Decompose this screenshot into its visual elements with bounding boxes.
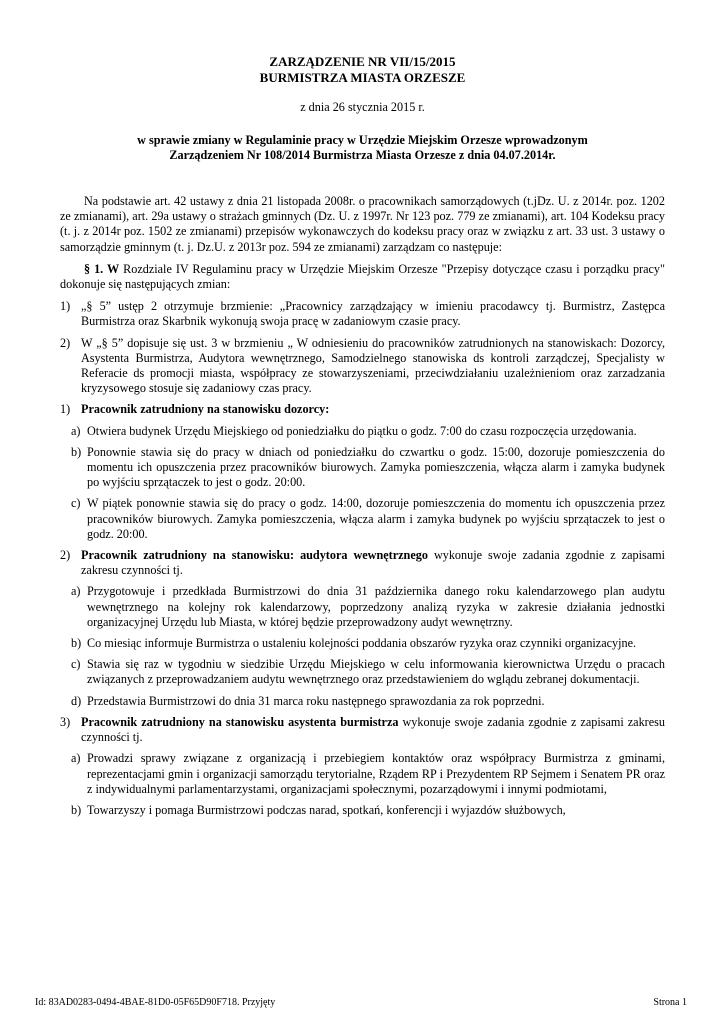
change-text: W „§ 5” dopisuje się ust. 3 w brzmieniu „ W odniesieniu do pracowników zatrudnionych na stanowiskach: Dozorcy, Asystenta Burmistrza, Audytora wewnętrznego, Samodzielnego stanowiska ds kontroli zarządczej, Specjalisty w Referacie ds promocji miasta, współpracy ze stowarzyszeniami, przeciwdziałaniu uzależnieniom oraz zarzadzania kryzysowego stosuje się zadaniowy czas pracy.	[81, 335, 665, 396]
change-text: „§ 5” ustęp 2 otrzymuje brzmienie: „Pracownicy zarządzający w imieniu pracodawcy tj. Burmistrz, Zastępca Burmistrza oraz Skarbnik wykonują swoja pracę w zadaniowym czasie pracy.	[81, 299, 665, 329]
list-letter: a)	[71, 423, 81, 438]
list-letter: a)	[71, 584, 81, 599]
list-letter: c)	[71, 657, 81, 672]
section-heading: Pracownik zatrudniony na stanowisku dozorcy:	[81, 402, 330, 417]
list-item	[60, 636, 665, 651]
list-item	[60, 657, 665, 687]
change-number: 2)	[60, 335, 71, 350]
section-heading: Pracownik zatrudniony na stanowisku: audytora wewnętrznego	[81, 548, 428, 563]
list-text: Co miesiąc informuje Burmistrza o ustaleniu kolejności poddania obszarów ryzyka oraz czynniki organizacyjne.	[87, 636, 637, 651]
section-number: 3)	[60, 714, 71, 729]
list-letter: b)	[71, 802, 82, 817]
list-text: Ponownie stawia się do pracy w dniach od poniedziałku do czwartku o godz. 15:00, dozoruje pomieszczenia do momentu ich opuszczenia przez pracowników biurowych. Zamyka pomieszczenia, włącza alarm i zamyka budynek po wyjściu sprzątaczek to jest o godz. 20:00.	[87, 444, 665, 490]
list-letter: d)	[71, 693, 82, 708]
list-item	[60, 496, 665, 542]
list-text: Prowadzi sprawy związane z organizacją i przebiegiem kontaktów oraz współpracy Burmistrza z gminami, reprezentacjami gmin i organizacji samorządu terytorialne, Rządem RP i Prezydentem RP Sejmem i Senatem PR oraz z indywidualnymi parlamentarzystami, organizacjami społecznymi, pozarządowymi i innymi podmiotami,	[87, 751, 665, 796]
section-heading: Pracownik zatrudniony na stanowisku asystenta burmistrza	[81, 714, 399, 729]
paragraph-1-text: Rozdziale IV Regulaminu pracy w Urzędzie Miejskim Orzesze "Przepisy dotyczące czasu i porządku pracy" dokonuje się następujących zmian:	[60, 261, 666, 292]
document-subject	[60, 133, 665, 163]
list-letter: b)	[71, 444, 82, 459]
list-text: Stawia się raz w tygodniu w siedzibie Urzędu Miejskiego w celu informowania kierownictwa Urzędu o pracach związanych z przeprowadzaniem audytu wewnętrznego oraz przedstawieniem do wglądu zebranej dokumentacji.	[87, 657, 665, 687]
document-body	[60, 194, 665, 824]
section-heading-rest: wykonuje swoje zadania zgodnie z zapisami zakresu czynności tj.	[81, 548, 665, 578]
intro-paragraph: Na podstawie art. 42 ustawy z dnia 21 listopada 2008r. o pracownikach samorządowych (t.jDz. U. z 2014r. poz. 1202 ze zmianami), art. 29a ustawy o strażach gminnych (Dz. U. z 1997r. Nr 123 poz. 779 ze zmianami), art. 104 Kodeksu pracy (t. j. z 2014r poz. 1502 ze zmianami) przepisów wykonawczych do kodeksu pracy oraz w związku z art. 33 ust. 3 ustawy o samorządzie gminnym (t. j. Dz.U. z 2013r poz. 594 ze zmianami) zarządzam co następuje:	[60, 194, 665, 254]
list-item	[60, 445, 665, 491]
list-text: Otwiera budynek Urzędu Miejskiego od poniedziałku do piątku o godz. 7:00 do czasu rozpoczęcia urzędowania.	[87, 423, 637, 438]
list-item	[60, 803, 665, 818]
paragraph-1-marker: § 1. W	[84, 261, 120, 276]
section-audytor	[60, 548, 665, 578]
paragraph-1	[60, 262, 665, 292]
list-item	[60, 584, 665, 630]
list-item	[60, 424, 665, 439]
list-item	[60, 751, 665, 797]
section-asystent	[60, 715, 665, 745]
change-item	[60, 299, 665, 329]
list-letter: a)	[71, 751, 81, 766]
list-letter: c)	[71, 496, 81, 511]
section-number: 2)	[60, 548, 71, 563]
title-line-2: BURMISTRZA MIASTA ORZESZE	[259, 70, 466, 85]
list-text: W piątek ponownie stawia się do pracy o godz. 14:00, dozoruje pomieszczenia do momentu ich opuszczenia przez pracowników biurowych. Zamyka pomieszczenia, włącza alarm i zamyka budynek po wyjściu sprzątaczek to jest o godz. 20:00.	[87, 496, 665, 541]
document-date: z dnia 26 stycznia 2015 r.	[300, 100, 425, 114]
document-id: Id: 83AD0283-0494-4BAE-81D0-05F65D90F718. Przyjęty	[35, 997, 276, 1008]
list-item	[60, 694, 665, 709]
section-dozorca	[60, 402, 665, 417]
list-text: Przedstawia Burmistrzowi do dnia 31 marca roku następnego sprawozdania za rok poprzedni.	[87, 693, 545, 708]
list-text: Przygotowuje i przedkłada Burmistrzowi do dnia 31 października danego roku kalendarzowego plan audytu wewnętrznego na kolejny rok kalendarzowy, poprzedzony analizą ryzyka w zakresie działania jednostki organizacyjnej Urzędu lub Miasta, w której będzie przeprowadzony audyt wewnętrzny.	[87, 584, 665, 629]
section-number: 1)	[60, 402, 71, 417]
section-heading-rest: wykonuje swoje zadania zgodnie z zapisami zakresu czynności tj.	[81, 714, 665, 745]
change-number: 1)	[60, 299, 71, 314]
subject-line-1: w sprawie zmiany w Regulaminie pracy w Urzędzie Miejskim Orzesze wprowadzonym	[137, 133, 588, 147]
change-item	[60, 336, 665, 397]
subject-line-2: Zarządzeniem Nr 108/2014 Burmistrza Miasta Orzesze z dnia 04.07.2014r.	[169, 148, 556, 163]
page-number: Strona 1	[653, 997, 687, 1008]
title-line-1: ZARZĄDZENIE NR VII/15/2015	[269, 54, 456, 69]
list-letter: b)	[71, 636, 82, 651]
list-text: Towarzyszy i pomaga Burmistrzowi podczas narad, spotkań, konferencji i wyjazdów służbowych,	[87, 802, 566, 817]
document-title	[0, 54, 725, 86]
